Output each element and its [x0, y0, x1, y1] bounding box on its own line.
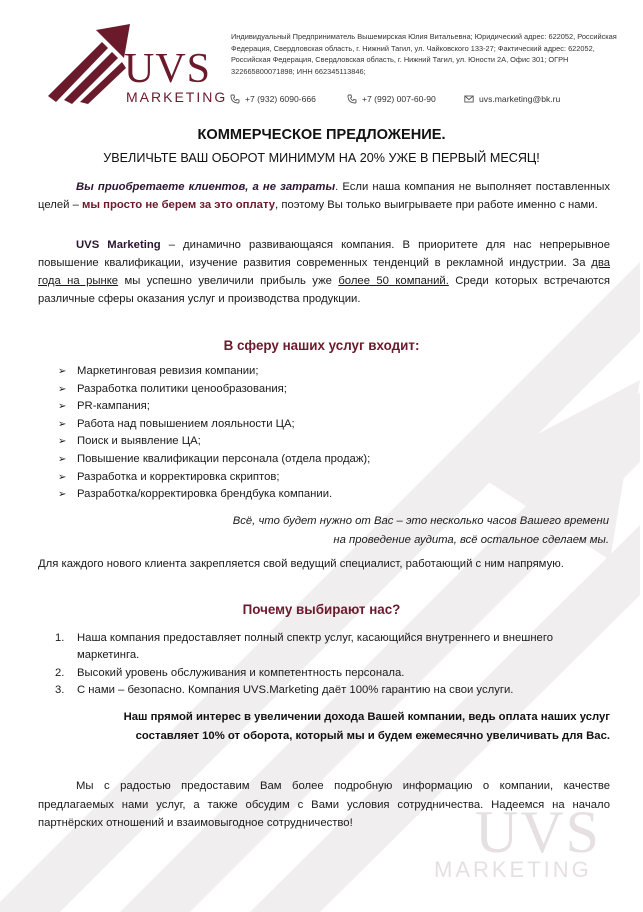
services-heading: В сферу наших услуг входит:: [223, 338, 420, 353]
phone-icon: [230, 94, 240, 104]
list-item: 1. Наша компания предоставляет полный спектр услуг, касающийся внутреннего и внешнего маркетинга.: [55, 632, 553, 662]
list-item: ➢ Разработка политики ценообразования;: [58, 381, 618, 399]
contact-email: [464, 94, 560, 104]
intro-text-2: , поэтому Вы только выигрываете при работе именно с нами.: [275, 199, 598, 211]
intro-paragraph: [38, 178, 610, 214]
list-item: 2. Высокий уровень обслуживания и компетентность персонала.: [55, 666, 405, 679]
page-title: КОММЕРЧЕСКОЕ ПРЕДЛОЖЕНИЕ.: [197, 127, 446, 143]
page-subtitle: УВЕЛИЧЬТЕ ВАШ ОБОРОТ МИНИМУМ НА 20% УЖЕ В ПЕРВЫЙ МЕСЯЦ!: [103, 151, 540, 165]
list-item: ➢ PR-кампания;: [58, 398, 618, 416]
contact-phone-1: [230, 94, 316, 104]
bullet-arrow-icon: ➢: [58, 401, 67, 413]
watermark-logo-marketing: MARKETING: [434, 857, 592, 882]
intro-text-1: . Если наша компания не выполняет поставленных целей –: [38, 181, 611, 211]
why-heading: Почему выбирают нас?: [242, 602, 401, 617]
about-underline-2: более 50 компаний.: [338, 275, 449, 287]
watermark-logo-uvs: UVS: [475, 799, 602, 865]
bullet-arrow-icon: ➢: [58, 453, 67, 465]
mail-icon: [464, 94, 474, 104]
bullet-arrow-icon: ➢: [58, 418, 67, 430]
bullet-arrow-icon: ➢: [58, 366, 67, 377]
bullet-arrow-icon: ➢: [58, 489, 67, 501]
bullet-arrow-icon: ➢: [58, 436, 67, 448]
contacts-row: [230, 94, 630, 108]
list-item: ➢ Работа над повышением лояльности ЦА;: [58, 416, 618, 434]
about-brand: UVS Marketing: [76, 239, 161, 251]
logo-tagline: MARKETING: [126, 89, 228, 105]
pricing-line-1: Наш прямой интерес в увеличении дохода Вашей компании, ведь оплата наших услуг: [123, 711, 610, 723]
list-item: ➢ Разработка/корректировка брендбука компании.: [58, 486, 618, 504]
bullet-arrow-icon: ➢: [58, 471, 67, 483]
closing-paragraph: Мы с радостью предоставим Вам более подробную информацию о компании, качестве предлагаемых нами услуг, а также обсудим с Вами условия сотрудничества. Надеемся на начало партнёрских отношений и взаимовыгодное сотрудничество!: [38, 780, 610, 829]
services-list: [58, 363, 618, 504]
list-item: ➢ Поиск и выявление ЦА;: [58, 433, 618, 451]
phone-1-text[interactable]: +7 (932) 6090-666: [245, 94, 316, 104]
about-text-3: Среди которых встречаются различные сферы оказания услуг и производства продукции.: [38, 275, 611, 305]
list-item: 3. С нами – безопасно. Компания UVS.Marketing даёт 100% гарантию на свои услуги.: [55, 684, 514, 697]
intro-highlight: мы просто не берем за это оплату: [82, 199, 276, 211]
about-text-1: – динамично развивающаяся компания. В приоритете для нас непрерывное повышение квалификации, изучение развития современных тенденций в рекламной индустрии. За: [38, 239, 610, 269]
pricing-note: [100, 708, 610, 746]
phone-icon: [347, 94, 357, 104]
intro-lead: Вы приобретаете клиентов, а не затраты: [76, 181, 336, 193]
list-item: ➢ Повышение квалификации персонала (отдела продаж);: [58, 451, 618, 469]
quote-line-1: Всё, что будет нужно от Вас – это несколько часов Вашего времени: [232, 515, 609, 527]
specialist-note: Для каждого нового клиента закрепляется свой ведущий специалист, работающий с ним напрямую.: [38, 558, 564, 570]
pricing-line-2: составляет 10% от оборота, который мы и будем ежемесячно увеличивать для Вас.: [135, 730, 610, 742]
contact-phone-2: [347, 94, 436, 104]
email-text[interactable]: uvs.marketing@bk.ru: [479, 94, 561, 104]
about-text-2: мы успешно увеличили прибыль уже: [118, 275, 339, 287]
logo-name: UVS: [124, 46, 212, 92]
about-paragraph: [38, 236, 610, 308]
list-item: ➢ Маркетинговая ревизия компании;: [58, 363, 618, 381]
audit-quote: [200, 512, 609, 549]
list-item: ➢ Разработка и корректировка скриптов;: [58, 469, 618, 487]
company-details: Индивидуальный Предприниматель Вышемирская Юлия Витальевна; Юридический адрес: 622052, Российская Федерация, Свердловская область, г. Нижний Тагил, ул. Чайковского 133-27; Фактический адрес: 622052, Российская Федерация, Свердловская область, г. Нижний Тагил, ул. Юности 2А, Офис 301; ОГРН 322665800071898; ИНН 662345113846;: [231, 32, 617, 76]
letterhead: [0, 0, 643, 120]
why-list: [55, 630, 610, 700]
company-logo: [46, 22, 228, 106]
bullet-arrow-icon: ➢: [58, 383, 67, 395]
about-underline-1: два года на рынке: [38, 257, 610, 287]
phone-2-text[interactable]: +7 (992) 007-60-90: [362, 94, 436, 104]
logo-arrow-icon: [46, 22, 136, 106]
quote-line-2: на проведение аудита, всё остальное сделаем мы.: [333, 533, 609, 546]
